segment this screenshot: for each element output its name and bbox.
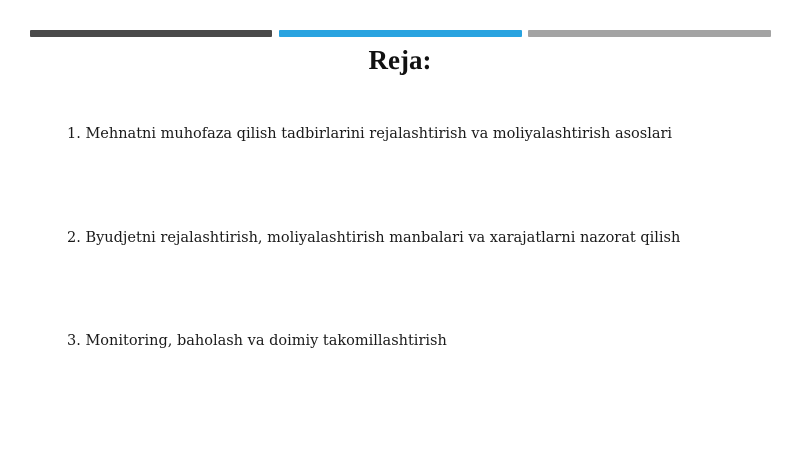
- header-bar-blue: [279, 30, 522, 37]
- agenda-item-1: 1. Mehnatni muhofaza qilish tadbirlarini rejalashtirish va moliyalashtirish asoslari: [67, 126, 673, 142]
- header-bar-gray: [528, 30, 771, 37]
- slide-title: Reja:: [368, 45, 432, 75]
- agenda-item-2: 2. Byudjetni rejalashtirish, moliyalashtirish manbalari va xarajatlarni nazorat qilish: [67, 230, 681, 246]
- header-bar-dark: [30, 30, 272, 37]
- agenda-item-3: 3. Monitoring, baholash va doimiy takomillashtirish: [67, 333, 447, 349]
